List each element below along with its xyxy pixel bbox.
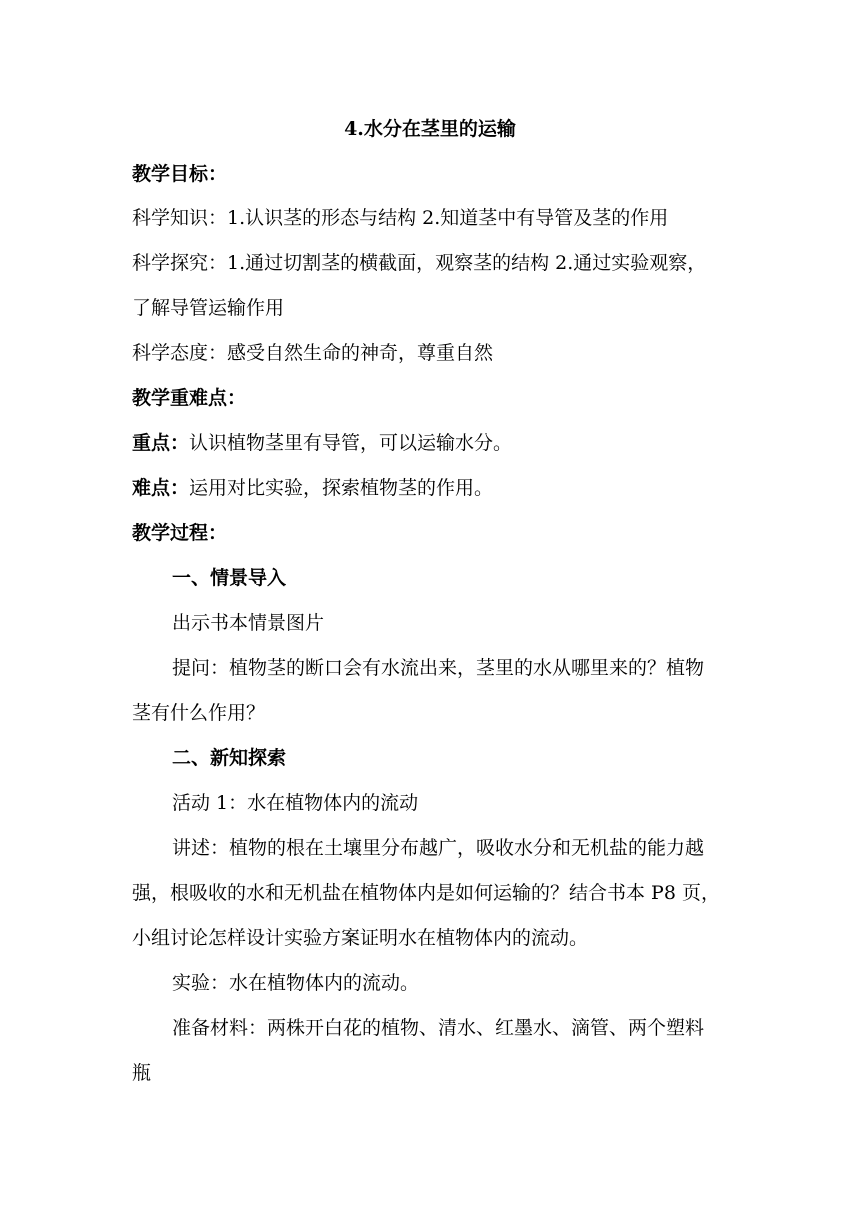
key-point-label: 重点： xyxy=(132,432,190,454)
narrate-line1: 讲述：植物的根在土壤里分布越广，吸收水分和无机盐的能力越 xyxy=(172,837,705,859)
key-point-text: 认识植物茎里有导管，可以运输水分。 xyxy=(189,432,513,454)
materials-line2: 瓶 xyxy=(132,1062,152,1084)
key-point-line xyxy=(132,431,512,455)
difficulty-label: 难点： xyxy=(132,477,190,499)
experiment-line: 实验：水在植物体内的流动。 xyxy=(172,972,420,994)
section1-title: 一、情景导入 xyxy=(172,567,287,589)
document-title: 4.水分在茎里的运输 xyxy=(344,118,516,140)
narrate-line3: 小组讨论怎样设计实验方案证明水在植物体内的流动。 xyxy=(132,927,589,949)
section2-title: 二、新知探索 xyxy=(172,747,287,769)
key-points-heading: 教学重难点： xyxy=(132,387,247,409)
section1-question-line2: 茎有什么作用？ xyxy=(132,702,266,724)
objectives-heading: 教学目标： xyxy=(132,163,228,185)
objective-knowledge: 科学知识：1.认识茎的形态与结构 2.知道茎中有导管及茎的作用 xyxy=(132,207,669,229)
section1-question-line1: 提问：植物茎的断口会有水流出来，茎里的水从哪里来的？植物 xyxy=(172,657,705,679)
narrate-line2: 强，根吸收的水和无机盐在植物体内是如何运输的？结合书本 P8 页， xyxy=(132,882,720,904)
activity1-title: 活动 1：水在植物体内的流动 xyxy=(172,792,419,814)
process-heading: 教学过程： xyxy=(132,522,228,544)
objective-inquiry-line2: 了解导管运输作用 xyxy=(132,297,285,319)
difficulty-line xyxy=(132,476,493,500)
objective-attitude: 科学态度：感受自然生命的神奇，尊重自然 xyxy=(132,342,494,364)
materials-line1: 准备材料：两株开白花的植物、清水、红墨水、滴管、两个塑料 xyxy=(172,1017,705,1039)
section1-paragraph1: 出示书本情景图片 xyxy=(172,612,325,634)
difficulty-text: 运用对比实验，探索植物茎的作用。 xyxy=(189,477,494,499)
objective-inquiry-line1: 科学探究：1.通过切割茎的横截面，观察茎的结构 2.通过实验观察， xyxy=(132,252,707,274)
